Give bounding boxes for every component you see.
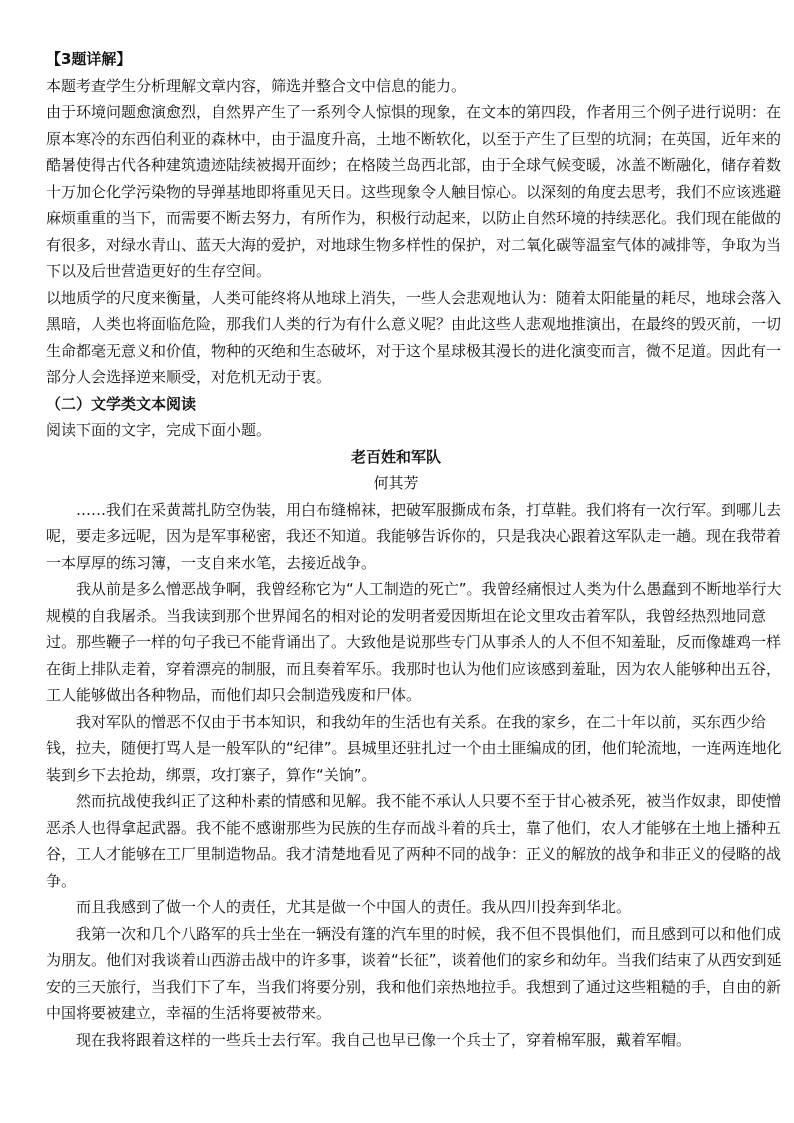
article-paragraph-3 xyxy=(46,709,782,789)
analysis-heading: 【3题详解】 xyxy=(46,50,132,68)
text-line: 下以及后世营造更好的生存空间。 xyxy=(46,262,272,280)
text-line: 过。那些鞭子一样的句子我已不能背诵出了。大致他是说那些专门从事杀人的人不但不知羞耻，反而像雄鸡一样 xyxy=(46,633,782,651)
text-line: 规模的自我屠杀。当我读到那个世界闻名的相对论的发明者爱因斯坦在论文里攻击着军队，我曾经热烈地同意 xyxy=(46,606,767,625)
analysis-paragraph-2 xyxy=(46,285,782,391)
text-line: 装到乡下去抢劫，绑票，攻打寨子，算作“关饷”。 xyxy=(46,765,377,784)
text-line: 呢，要走多远呢，因为是军事秘密，我还不知道。我能够告诉你的，只是我决心跟着这军队走一趟。现在我带着 xyxy=(46,527,782,545)
text-line: 然而抗战使我纠正了这种朴素的情感和见解。我不能不承认人只要不至于甘心被杀死，被当作奴隶，即使憎 xyxy=(76,792,782,810)
article-title: 老百姓和军队 xyxy=(350,447,441,466)
article-paragraph-6 xyxy=(46,921,782,1027)
text-line: 由于环境问题愈演愈烈，自然界产生了一系列令人惊惧的现象，在文本的第四段，作者用三个例子进行说明：在 xyxy=(46,103,782,121)
text-line: 生命都毫无意义和价值，物种的灭绝和生态破坏，对于这个星球极其漫长的进化演变而言，微不足道。因此有一 xyxy=(46,341,782,360)
text-line: 钱，拉夫，随便打骂人是一般军队的“纪律”。县城里还驻扎过一个由土匪编成的团，他们轮流地，一连两连地化 xyxy=(46,739,782,757)
text-line: 安的三天旅行，当我们下了车，当我们将要分别，我和他们亲热地拉手。我想到了通过这些粗糙的手，自由的新 xyxy=(46,977,782,996)
text-line: 工人能够做出各种物品，而他们却只会制造残废和尸体。 xyxy=(46,686,422,704)
article-paragraph-5 xyxy=(46,894,746,921)
text-line: 现在我将跟着这样的一些兵士去行军。我自己也早已像一个兵士了，穿着棉军服，戴着军帽。 xyxy=(76,1030,692,1049)
article-paragraph-1 xyxy=(46,497,782,577)
document-page xyxy=(46,46,782,1053)
text-line: 有很多，对绿水青山、蓝天大海的爱护，对地球生物多样性的保护，对二氧化碳等温室气体的减排等，争取为当 xyxy=(46,235,782,254)
text-line: 为朋友。他们对我谈着山西游击战中的许多事，谈着“长征”，谈着他们的家乡和幼年。当我们结束了从西安到延 xyxy=(46,951,782,969)
section-title: （二）文学类文本阅读 xyxy=(46,394,197,413)
text-line: 我第一次和几个八路军的兵士坐在一辆没有篷的汽车里的时候，我不但不畏惧他们，而且感到可以和他们成 xyxy=(76,924,782,943)
text-line: 在街上排队走着，穿着漂亮的制服，而且奏着军乐。我那时也认为他们应该感到羞耻，因为农人能够种出五谷， xyxy=(46,659,782,678)
text-line: 我对军队的憎恶不仅由于书本知识，和我幼年的生活也有关系。在我的家乡，在二十年以前，买东西少给 xyxy=(76,712,767,731)
text-line: 原本寒冷的东西伯利亚的森林中，由于温度升高，土地不断软化，以至于产生了巨型的坑洞；在英国，近年来的 xyxy=(46,129,782,148)
text-line: 一本厚厚的练习簿，一支自来水笔，去接近战争。 xyxy=(46,553,377,572)
article-paragraph-7 xyxy=(46,1027,746,1054)
article-paragraph-2 xyxy=(46,576,782,709)
text-line: 谷，工人才能够在工厂里制造物品。我才清楚地看见了两种不同的战争：正义的解放的战争和非正义的侵略的战 xyxy=(46,845,782,863)
article-paragraph-4 xyxy=(46,788,782,894)
text-line: 争。 xyxy=(46,871,77,890)
text-line: ……我们在采黄蒿扎防空伪装，用白布缝棉袜，把破军服撕成布条，打草鞋。我们将有一次行军。到哪儿去 xyxy=(76,500,782,519)
text-line: 中国将要被建立，幸福的生活将要被带来。 xyxy=(46,1004,332,1022)
analysis-intro: 本题考查学生分析理解文章内容，筛选并整合文中信息的能力。 xyxy=(46,76,467,95)
text-line: 以地质学的尺度来衡量，人类可能终将从地球上消失，一些人会悲观地认为：随着太阳能量的耗尽，地球会落入 xyxy=(46,288,782,307)
text-line: 酷暑使得古代各种建筑遗迹陆续被揭开面纱；在格陵兰岛西北部，由于全球气候变暖，冰盖不断融化，储存着数 xyxy=(46,156,782,174)
article-author: 何其芳 xyxy=(373,474,419,492)
text-line: 恶杀人也得拿起武器。我不能不感谢那些为民族的生存而战斗着的兵士，靠了他们，农人才能够在土地上播种五 xyxy=(46,818,782,837)
text-line: 十万加仑化学污染物的导弹基地即将重见天日。这些现象令人触目惊心。以深刻的角度去思考，我们不应该逃避 xyxy=(46,182,782,201)
text-line: 黑暗，人类也将面临危险，那我们人类的行为有什么意义呢？由此这些人悲观地推演出，在最终的毁灭前，一切 xyxy=(46,315,782,333)
text-line: 麻烦重重的当下，而需要不断去努力，有所作为，积极行动起来，以防止自然环境的持续恶化。我们现在能做的 xyxy=(46,209,782,227)
text-line: 而且我感到了做一个人的责任，尤其是做一个中国人的责任。我从四川投奔到华北。 xyxy=(76,898,632,916)
section-instruction: 阅读下面的文字，完成下面小题。 xyxy=(46,421,272,439)
text-line: 部分人会选择逆来顺受，对危机无动于衷。 xyxy=(46,368,332,386)
text-line: 我从前是多么憎恶战争啊，我曾经称它为“人工制造的死亡”。我曾经痛恨过人类为什么愚蠢到不断地举行大 xyxy=(76,580,782,598)
analysis-paragraph-1 xyxy=(46,99,782,285)
